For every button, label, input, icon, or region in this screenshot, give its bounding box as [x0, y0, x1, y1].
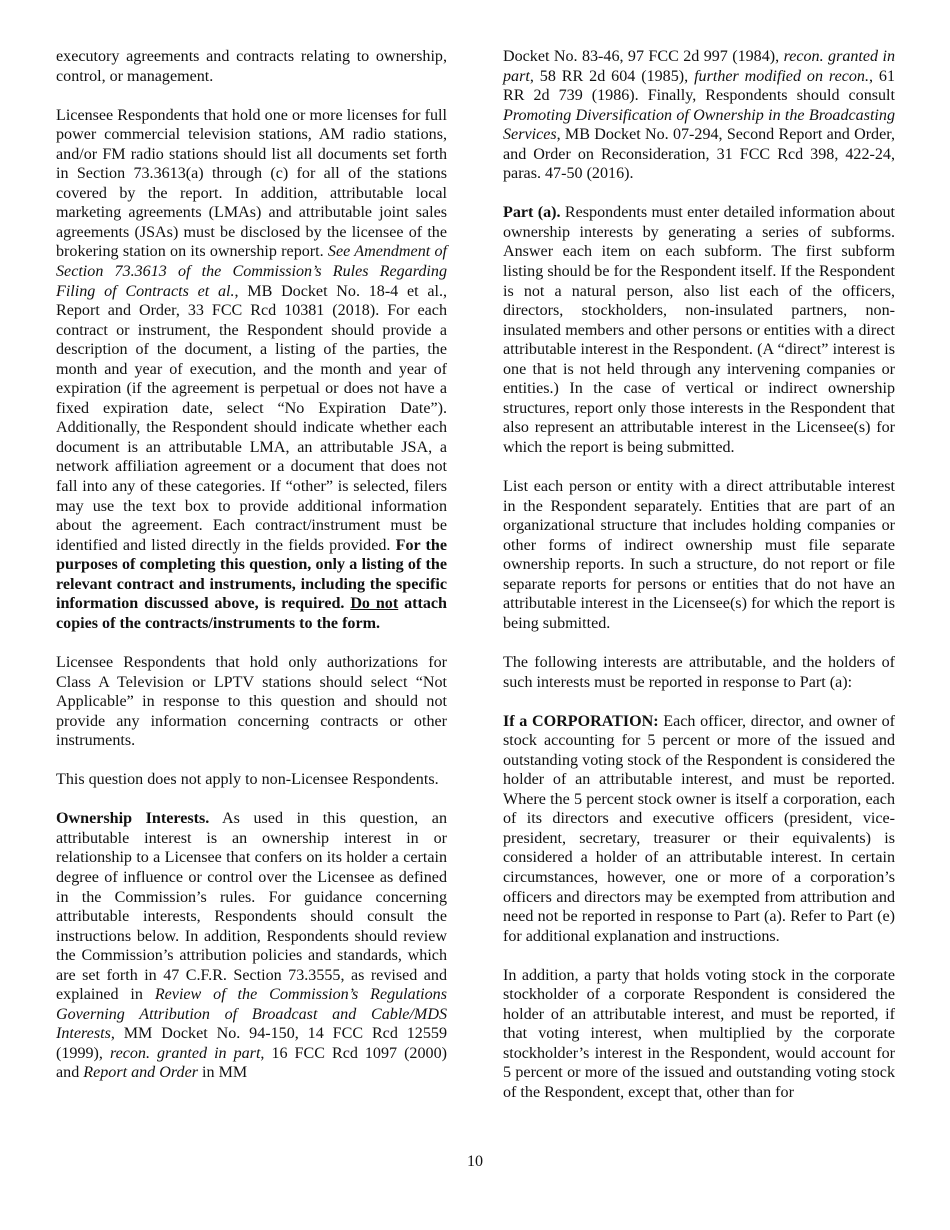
right-paragraph-part-a	[503, 203, 895, 457]
text-run: , 16 FCC Rcd 1097 (2000) and	[56, 1044, 447, 1082]
bold-instruction: For the purposes of completing this question, only a listing of the relevant contract and instruments, including the specific information discussed above, is required.	[56, 536, 447, 613]
text-run: Respondents must enter detailed information about ownership interests by generating a series of subforms. Answer each item on each subform. The first subform listing should be for the Respondent itself. If the Respondent is not a natural person, also list each of the officers, directors, stockholders, non-insulated partners, non-insulated members and other persons or entities with a direct attributable interest in the Respondent. (A “direct” interest is one that is not held through any intervening companies or entities.) In the case of vertical or indirect ownership structures, report only those interests in the Respondent that also represent an attributable interest in the Licensee(s) for which the report is being submitted.	[503, 204, 896, 456]
right-paragraph-corporation	[503, 712, 895, 947]
left-column	[56, 47, 447, 1083]
case-citation: Review of the Commission’s Regulations Governing Attribution of Broadcast and Cable/MDS Interests	[56, 986, 447, 1043]
case-citation: recon. granted in part	[109, 1044, 261, 1062]
left-paragraph-1: executory agreements and contracts relating to ownership, control, or management.	[56, 48, 447, 85]
case-citation: Report and Order	[83, 1064, 198, 1082]
page-number: 10	[466, 1153, 484, 1170]
section-heading-ownership-interests: Ownership Interests.	[56, 810, 210, 828]
do-not-emphasis: Do not	[350, 595, 399, 613]
case-citation: recon. granted in part	[503, 48, 895, 85]
right-paragraph-following-interests: The following interests are attributable, and the holders of such interests must be reported in response to Part (a):	[503, 653, 895, 691]
right-paragraph-list-each: List each person or entity with a direct attributable interest in the Respondent separately. Entities that are part of an organizational structure that includes holding companies or other forms of indirect ownership must file separate ownership reports. In such a structure, do not report or file separate reports for persons or entities that do not have an attributable interest in the Licensee(s) for which the report is being submitted.	[503, 478, 895, 632]
left-paragraph-class-a: Licensee Respondents that hold only authorizations for Class A Television or LPTV stations should select “Not Applicable” in response to this question and should not provide any information concerning contracts or other instruments.	[56, 653, 447, 750]
section-heading-corporation: If a CORPORATION:	[503, 712, 659, 730]
case-citation: further modified on recon.	[694, 67, 869, 85]
text-run: in MM	[198, 1064, 248, 1082]
text-run: , MM Docket No. 94-150, 14 FCC Rcd 12559 (1999),	[56, 1025, 447, 1062]
text-run: , 58 RR 2d 604 (1985),	[529, 67, 695, 85]
text-run: Licensee Respondents that hold one or more licenses for full power commercial television stations, AM radio stations, and/or FM radio stations should list all documents set forth in Section 73.3613(a) through (c) for all of the stations covered by the report. In addition, attributable local marketing agreements (LMAs) and attributable joint sales agreements (JSAs) must be disclosed by the licensee of the brokering station on its ownership report.	[56, 106, 447, 261]
text-run: Each officer, director, and owner of stock accounting for 5 percent or more of the issued and outstanding voting stock of the Respondent is considered the holder of an attributable interest, and must be reported. Where the 5 percent stock owner is itself a corporation, each of its directors and executive officers (president, vice-president, secretary, treasurer or their equivalents) is considered a holder of an attributable interest. In certain circumstances, however, one or more of a corporation’s officers and directors may be exempted from attribution and need not be reported in response to Part (a). Refer to Part (e) for additional explanation and instructions.	[503, 712, 895, 945]
left-paragraph-contracts	[56, 106, 447, 634]
bold-instruction-end: attach copies of the contracts/instruments to the form.	[56, 595, 447, 632]
text-run: , MB Docket No. 07-294, Second Report and Order, and Order on Reconsideration, 31 FCC Rcd 398, 422-24, paras. 47-50 (2016).	[503, 126, 895, 183]
left-paragraph-non-licensee: This question does not apply to non-Licensee Respondents.	[56, 771, 439, 789]
right-paragraph-voting-stock: In addition, a party that holds voting stock in the corporate stockholder of a corporate Respondent is considered the holder of an attributable interest, and must be reported, if that voting interest, when multiplied by the corporate stockholder’s interest in the Respondent, would account for 5 percent or more of the issued and outstanding voting stock of the Respondent, except that, other than for	[503, 966, 895, 1101]
left-paragraph-ownership-interests	[56, 809, 447, 1083]
right-paragraph-docket	[503, 47, 895, 184]
text-run: , 61 RR 2d 739 (1986). Finally, Respondents should consult	[503, 67, 896, 105]
case-citation: See Amendment of Section 73.3613 of the Commission’s Rules Regarding Filing of Contracts et al.	[56, 243, 447, 300]
text-run: Docket No. 83-46, 97 FCC 2d 997 (1984),	[503, 48, 784, 65]
text-run: As used in this question, an attributable interest is an ownership interest in or relationship to a Licensee that confers on its holder a certain degree of influence or control over the Licensee as defined in the Commission’s rules. For guidance concerning attributable interests, Respondents should consult the instructions below. In addition, Respondents should review the Commission’s attribution policies and standards, which are set forth in 47 C.F.R. Section 73.3555, as revised and explained in	[56, 810, 447, 1004]
case-citation: Promoting Diversification of Ownership in the Broadcasting Services	[503, 106, 895, 144]
section-heading-part-a: Part (a).	[503, 204, 561, 222]
right-column	[503, 47, 895, 1103]
text-run: , MB Docket No. 18-4 et al., Report and Order, 33 FCC Rcd 10381 (2018). For each contract or instrument, the Respondent should provide a description of the document, a listing of the parties, the month and year of execution, and the month and year of expiration (if the agreement is perpetual or does not have a fixed expiration date, select “No Expiration Date”). Additionally, the Respondent should indicate whether each document is an attributable LMA, an attributable JSA, a network affiliation agreement or a document that does not fall into any of these categories. If “other” is selected, filers may use the text box to provide additional information about the agreement. Each contract/instrument must be identified and listed directly in the fields provided.	[56, 282, 448, 554]
